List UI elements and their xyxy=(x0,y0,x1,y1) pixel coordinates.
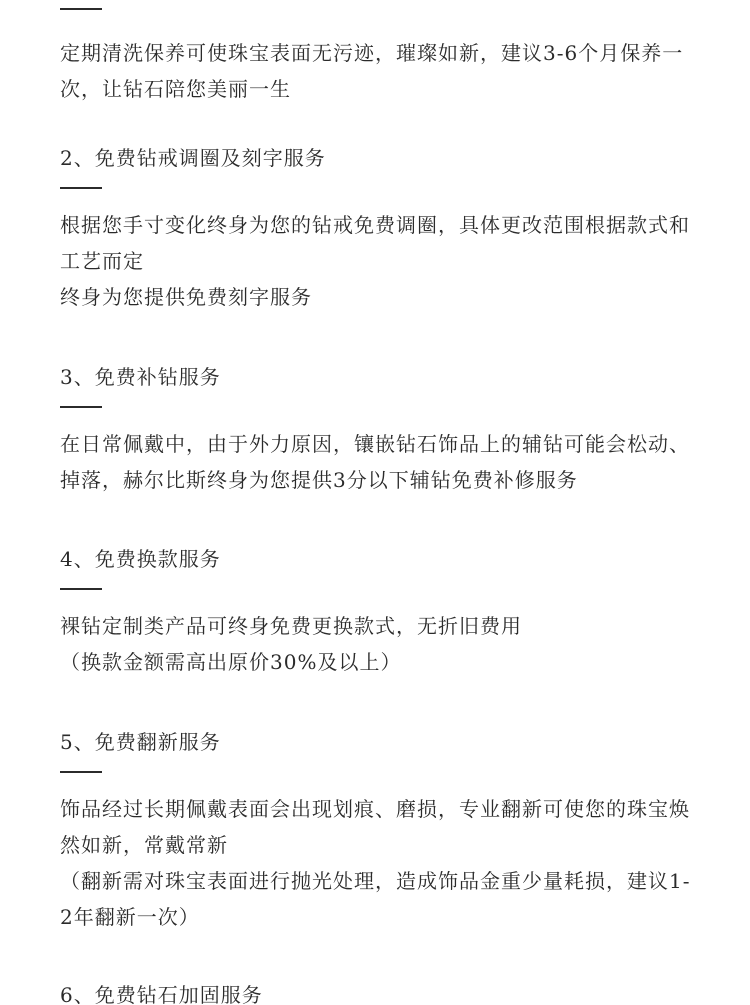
section-2-paragraph-1: 根据您手寸变化终身为您的钻戒免费调圈，具体更改范围根据款式和工艺而定 xyxy=(60,213,690,273)
section-5-paragraph-2: （翻新需对珠宝表面进行抛光处理，造成饰品金重少量耗损，建议1-2年翻新一次） xyxy=(60,869,691,929)
section-3-title: 3、免费补钻服务 xyxy=(60,365,221,389)
section-1-paragraph: 定期清洗保养可使珠宝表面无污迹，璀璨如新，建议3-6个月保养一次，让钻石陪您美丽一生 xyxy=(60,41,684,101)
section-divider xyxy=(60,8,102,10)
section-6 xyxy=(60,980,700,1005)
section-5-paragraph-1: 饰品经过长期佩戴表面会出现划痕、磨损，专业翻新可使您的珠宝焕然如新，常戴常新 xyxy=(60,797,690,857)
section-2-body xyxy=(60,207,700,315)
section-3 xyxy=(60,362,700,498)
section-4-title: 4、免费换款服务 xyxy=(60,547,221,571)
section-6-title: 6、免费钻石加固服务 xyxy=(60,983,263,1005)
section-4-body xyxy=(60,608,700,680)
section-2-paragraph-2: 终身为您提供免费刻字服务 xyxy=(60,285,312,309)
section-3-paragraph-1: 在日常佩戴中，由于外力原因，镶嵌钻石饰品上的辅钻可能会松动、掉落，赫尔比斯终身为您提供3分以下辅钻免费补修服务 xyxy=(60,432,690,492)
section-5 xyxy=(60,727,700,935)
section-5-body xyxy=(60,791,700,935)
section-divider xyxy=(60,771,102,773)
section-4-paragraph-1: 裸钻定制类产品可终身免费更换款式，无折旧费用 xyxy=(60,614,522,638)
section-divider xyxy=(60,187,102,189)
section-divider xyxy=(60,588,102,590)
section-2 xyxy=(60,143,700,315)
section-1-body xyxy=(60,35,700,107)
section-3-body xyxy=(60,426,700,498)
section-2-title: 2、免费钻戒调圈及刻字服务 xyxy=(60,146,326,170)
section-4 xyxy=(60,544,700,680)
section-4-paragraph-2: （换款金额需高出原价30%及以上） xyxy=(60,650,402,674)
section-5-title: 5、免费翻新服务 xyxy=(60,730,221,754)
section-divider xyxy=(60,406,102,408)
